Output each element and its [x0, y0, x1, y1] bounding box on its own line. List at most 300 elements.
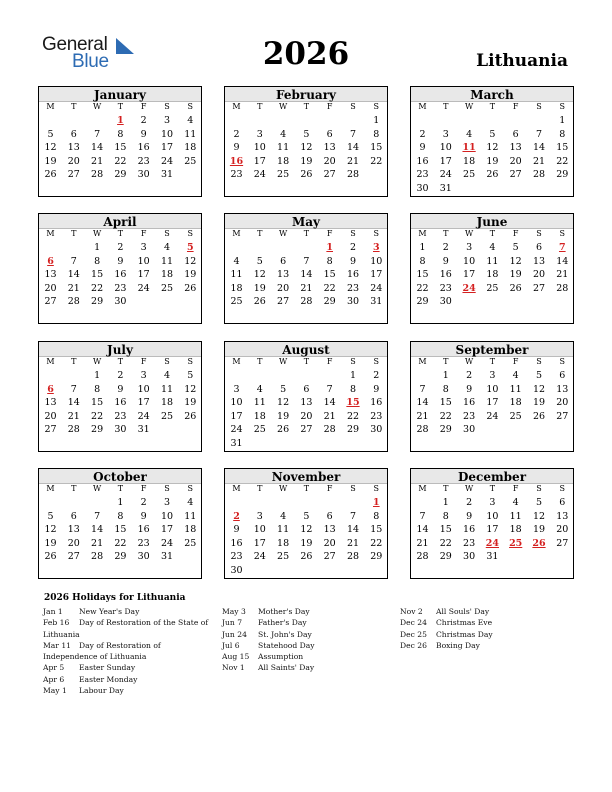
calendar-day: 10: [160, 128, 174, 140]
calendar-day: 28: [67, 296, 80, 308]
holiday-entry-date: Feb 16: [43, 618, 70, 628]
holiday-entry-date: Apr 6: [43, 674, 65, 684]
calendar-day: 7: [419, 510, 426, 522]
week-row: [39, 538, 201, 551]
calendar-day: 12: [509, 255, 522, 267]
calendar-day: 30: [137, 169, 150, 181]
holiday-date: 1: [117, 115, 124, 126]
calendar-day: 12: [532, 510, 546, 522]
calendar-day: 26: [253, 296, 266, 308]
calendar-day: 28: [91, 169, 104, 181]
calendar-day: 11: [486, 255, 499, 267]
weekday-label: M: [232, 102, 241, 111]
weekday-header-row: [411, 229, 573, 240]
calendar-day: 7: [70, 383, 77, 395]
holiday-entry-name: Day of Restoration of the State of Lithuania: [43, 618, 209, 639]
month-april: [38, 213, 202, 324]
calendar-day: 16: [463, 524, 476, 536]
calendar-day: 13: [556, 383, 569, 395]
calendar-day: 11: [509, 510, 522, 522]
holiday-entry: [43, 674, 215, 685]
calendar-day: 1: [349, 370, 357, 381]
weekday-label: S: [350, 229, 356, 238]
calendar-day: 20: [509, 155, 522, 167]
calendar-day: 19: [277, 410, 290, 422]
holidays-column: [222, 606, 387, 674]
logo-text-general: General: [42, 34, 108, 55]
weekday-label: S: [536, 484, 542, 493]
calendar-day: 23: [114, 282, 127, 294]
week-row: [39, 142, 201, 155]
weekday-label: W: [464, 102, 474, 111]
weekday-label: W: [278, 484, 288, 493]
calendar-day: 6: [559, 497, 566, 508]
weekday-label: F: [326, 484, 333, 493]
month-name: February: [275, 88, 336, 102]
holiday-entry-name: All Souls' Day: [436, 607, 490, 616]
weekday-label: S: [536, 357, 542, 366]
week-row: [39, 384, 201, 397]
weekday-label: T: [443, 102, 449, 111]
holiday-entry-date: May 1: [43, 686, 67, 696]
holiday-entry-date: Dec 25: [400, 629, 427, 639]
calendar-day: 10: [463, 255, 476, 267]
weekday-label: M: [418, 357, 427, 366]
week-row: [411, 384, 573, 397]
calendar-day: 8: [117, 128, 124, 140]
calendar-day: 24: [370, 282, 383, 294]
calendar-day: 19: [184, 397, 197, 409]
calendar-day: 30: [230, 565, 243, 576]
calendar-day: 8: [373, 128, 380, 140]
calendar-day: 4: [163, 370, 171, 381]
calendar-day: 21: [346, 537, 360, 549]
calendar-day: 17: [486, 397, 499, 409]
calendar-day: 22: [114, 537, 127, 549]
calendar-day: 21: [91, 537, 104, 549]
weekday-label: S: [164, 484, 170, 493]
calendar-day: 8: [117, 510, 124, 522]
weekday-label: F: [512, 357, 519, 366]
week-row: [411, 283, 573, 296]
calendar-day: 21: [323, 410, 336, 422]
calendar-day: 25: [184, 537, 197, 549]
month-name: March: [470, 88, 514, 102]
weekday-label: S: [187, 484, 194, 493]
calendar-day: 20: [532, 269, 546, 281]
calendar-day: 17: [253, 155, 266, 167]
calendar-day: 23: [230, 169, 243, 181]
calendar-day: 27: [67, 551, 80, 563]
calendar-day: 12: [277, 397, 290, 409]
calendar-day: 16: [370, 397, 383, 409]
calendar-day: 21: [346, 155, 360, 167]
calendar-day: 20: [44, 410, 57, 422]
calendar-day: 30: [137, 551, 150, 563]
week-row: [39, 424, 201, 437]
calendar-day: 31: [230, 438, 243, 449]
calendar-day: 10: [160, 510, 174, 522]
calendar-day: 23: [346, 282, 360, 294]
weekday-label: W: [92, 357, 102, 366]
weekday-header-row: [225, 229, 387, 240]
weekday-header-row: [39, 102, 201, 113]
calendar-day: 22: [439, 537, 452, 549]
calendar-day: 29: [556, 169, 569, 181]
holiday-date: 5: [186, 242, 194, 253]
calendar-day: 31: [160, 551, 174, 563]
weekday-label: M: [46, 229, 55, 238]
weekday-label: T: [303, 102, 310, 111]
calendar-day: 14: [346, 524, 360, 536]
holiday-entry-name: New Year's Day: [79, 607, 140, 616]
calendar-day: 10: [253, 524, 266, 536]
calendar-day: 17: [253, 537, 266, 549]
calendar-day: 5: [47, 128, 54, 140]
calendar-day: 7: [326, 383, 333, 395]
calendar-day: 2: [117, 242, 124, 253]
calendar-day: 28: [346, 551, 360, 563]
calendar-day: 8: [94, 383, 101, 395]
calendar-day: 3: [233, 383, 240, 395]
calendar-day: 2: [466, 497, 473, 508]
calendar-day: 18: [184, 524, 197, 536]
week-row: [411, 411, 573, 424]
week-row: [411, 183, 573, 196]
weekday-label: W: [464, 484, 474, 493]
country-name: Lithuania: [476, 51, 568, 71]
weekday-label: T: [443, 484, 449, 493]
calendar-day: 24: [439, 169, 452, 181]
calendar-day: 7: [535, 128, 543, 140]
calendar-day: 22: [323, 282, 336, 294]
calendar-day: 26: [509, 282, 522, 294]
calendar-day: 21: [416, 410, 429, 422]
calendar-day: 10: [486, 510, 499, 522]
week-row: [225, 283, 387, 296]
calendar-day: 19: [253, 282, 266, 294]
calendar-day: 11: [160, 255, 174, 267]
weekday-label: S: [373, 484, 380, 493]
calendar-day: 9: [233, 524, 240, 536]
calendar-day: 22: [439, 410, 452, 422]
calendar-day: 20: [67, 155, 80, 167]
calendar-day: 12: [300, 524, 313, 536]
holiday-entry: [43, 685, 215, 696]
calendar-day: 17: [370, 269, 383, 281]
weekday-label: T: [303, 484, 310, 493]
calendar-day: 23: [463, 537, 476, 549]
calendar-day: 7: [94, 128, 101, 140]
calendar-day: 18: [160, 269, 174, 281]
calendar-day: 20: [67, 537, 80, 549]
calendar-day: 8: [442, 383, 449, 395]
calendar-day: 3: [256, 128, 263, 140]
calendar-day: 14: [323, 397, 336, 409]
weekday-label: T: [489, 229, 496, 238]
calendar-day: 3: [163, 115, 171, 126]
calendar-day: 11: [160, 383, 174, 395]
calendar-day: 31: [486, 551, 499, 563]
week-row: [39, 551, 201, 564]
calendar-day: 22: [114, 155, 127, 167]
month-name: August: [282, 343, 330, 357]
week-row: [411, 169, 573, 182]
calendar-day: 24: [486, 410, 499, 422]
weekday-label: T: [71, 102, 77, 111]
calendar-day: 5: [303, 128, 310, 140]
calendar-day: 28: [323, 424, 336, 436]
calendar-day: 17: [160, 142, 174, 154]
calendar-day: 24: [137, 282, 150, 294]
calendar-day: 13: [300, 397, 313, 409]
holiday-date: 1: [326, 242, 333, 253]
weekday-label: F: [512, 484, 519, 493]
calendar-day: 15: [556, 142, 569, 154]
weekday-label: T: [117, 102, 124, 111]
holiday-entry: [222, 606, 387, 617]
holiday-entry-date: Jun 24: [222, 629, 247, 639]
calendar-day: 15: [416, 269, 429, 281]
holiday-date: 1: [372, 497, 380, 508]
holiday-entry-name: Boxing Day: [436, 640, 480, 650]
holiday-entry: [43, 662, 215, 673]
calendar-day: 14: [91, 524, 104, 536]
calendar-day: 25: [160, 410, 174, 422]
week-row: [225, 296, 387, 309]
holiday-date: 15: [346, 397, 360, 409]
holiday-entry-name: Easter Sunday: [79, 663, 136, 673]
calendar-day: 13: [277, 269, 290, 281]
month-march: [410, 86, 574, 197]
holiday-date: 11: [462, 142, 476, 154]
week-row: [225, 384, 387, 397]
calendar-day: 3: [163, 497, 171, 508]
weekday-label: S: [536, 229, 542, 238]
weekday-label: S: [373, 229, 380, 238]
month-name: September: [455, 343, 529, 357]
week-row: [411, 397, 573, 410]
weekday-label: S: [536, 102, 542, 111]
calendar-day: 23: [463, 410, 476, 422]
week-row: [225, 242, 387, 255]
calendar-day: 28: [416, 424, 429, 436]
weekday-label: T: [71, 357, 77, 366]
holiday-entry-name: Christmas Eve: [436, 618, 493, 628]
weekday-label: T: [257, 229, 263, 238]
weekday-label: T: [303, 229, 310, 238]
calendar-day: 1: [419, 242, 426, 253]
calendar-day: 14: [416, 397, 429, 409]
calendar-day: 1: [373, 115, 380, 126]
calendar-day: 9: [233, 142, 240, 154]
calendar-day: 16: [463, 397, 476, 409]
calendar-day: 17: [137, 397, 150, 409]
month-august: [224, 341, 388, 452]
calendar-day: 21: [556, 269, 569, 281]
calendar-day: 26: [44, 169, 57, 181]
calendar-day: 1: [94, 242, 101, 253]
holiday-entry: [400, 617, 565, 628]
calendar-day: 3: [489, 370, 496, 381]
calendar-day: 8: [559, 128, 566, 140]
calendar-day: 13: [44, 397, 57, 409]
weekday-label: S: [164, 102, 170, 111]
calendar-day: 26: [300, 169, 313, 181]
calendar-day: 6: [70, 510, 77, 522]
weekday-label: W: [278, 229, 288, 238]
week-row: [411, 256, 573, 269]
calendar-day: 2: [117, 370, 124, 381]
holiday-entry-name: All Saints' Day: [258, 663, 315, 673]
week-row: [225, 256, 387, 269]
week-row: [411, 424, 573, 437]
calendar-day: 24: [230, 424, 243, 436]
calendar-day: 26: [277, 424, 290, 436]
calendar-day: 15: [91, 269, 104, 281]
calendar-day: 19: [509, 269, 522, 281]
calendar-day: 20: [277, 282, 290, 294]
week-row: [411, 115, 573, 128]
calendar-day: 19: [44, 537, 57, 549]
calendar-day: 1: [442, 370, 449, 381]
weekday-label: S: [559, 484, 566, 493]
calendar-day: 25: [253, 424, 266, 436]
holiday-entry-date: May 3: [222, 607, 246, 616]
calendar-day: 10: [137, 255, 150, 267]
calendar-day: 10: [253, 142, 266, 154]
calendar-day: 5: [512, 242, 519, 253]
calendar-day: 9: [466, 510, 473, 522]
calendar-day: 29: [370, 551, 383, 563]
weekday-label: S: [164, 357, 170, 366]
week-row: [225, 497, 387, 510]
weekday-label: T: [489, 357, 496, 366]
calendar-day: 2: [140, 115, 147, 126]
calendar-day: 8: [349, 383, 357, 395]
calendar-day: 27: [44, 424, 57, 436]
week-row: [39, 242, 201, 255]
month-june: [410, 213, 574, 324]
calendar-day: 27: [556, 537, 569, 549]
calendar-day: 16: [439, 269, 452, 281]
calendar-day: 1: [442, 497, 449, 508]
calendar-day: 2: [233, 128, 240, 140]
calendar-day: 13: [532, 255, 546, 267]
calendar-day: 10: [439, 142, 452, 154]
calendar-day: 25: [463, 169, 476, 181]
calendar-day: 13: [323, 142, 336, 154]
weekday-label: T: [443, 229, 449, 238]
calendar-day: 23: [114, 410, 127, 422]
calendar-day: 4: [489, 242, 496, 253]
holiday-entry: [222, 629, 387, 640]
calendar-day: 30: [439, 296, 452, 308]
calendar-day: 2: [373, 370, 380, 381]
holiday-date: 6: [47, 255, 54, 267]
calendar-day: 7: [349, 128, 357, 140]
week-row: [39, 524, 201, 537]
calendar-day: 18: [486, 269, 499, 281]
calendar-day: 19: [532, 397, 546, 409]
calendar-day: 2: [442, 242, 449, 253]
week-row: [39, 283, 201, 296]
calendar-day: 25: [160, 282, 174, 294]
month-december: [410, 468, 574, 579]
week-row: [411, 538, 573, 551]
calendar-day: 16: [346, 269, 360, 281]
calendar-day: 28: [300, 296, 313, 308]
calendar-day: 24: [160, 155, 174, 167]
month-name: July: [107, 343, 133, 357]
calendar-day: 15: [439, 524, 452, 536]
calendar-day: 14: [416, 524, 429, 536]
weekday-label: W: [464, 229, 474, 238]
weekday-label: S: [559, 229, 566, 238]
holiday-date: 25: [509, 537, 523, 549]
week-row: [225, 129, 387, 142]
weekday-label: S: [373, 357, 380, 366]
calendar-day: 6: [559, 370, 566, 381]
week-row: [411, 551, 573, 564]
weekday-label: S: [559, 357, 566, 366]
calendar-day: 17: [160, 524, 174, 536]
month-september: [410, 341, 574, 452]
calendar-day: 25: [486, 282, 499, 294]
holiday-entry-name: Easter Monday: [79, 674, 138, 684]
weekday-label: W: [92, 229, 102, 238]
calendar-day: 9: [117, 383, 124, 395]
calendar-day: 6: [512, 128, 519, 140]
calendar-day: 29: [91, 424, 104, 436]
weekday-label: M: [232, 229, 241, 238]
weekday-label: M: [46, 357, 55, 366]
calendar-day: 4: [233, 255, 240, 267]
month-january: [38, 86, 202, 197]
weekday-label: T: [303, 357, 310, 366]
calendar-day: 22: [91, 410, 104, 422]
week-row: [411, 156, 573, 169]
calendar-day: 13: [323, 524, 336, 536]
calendar-day: 29: [114, 169, 127, 181]
calendar-day: 31: [137, 424, 150, 436]
calendar-day: 17: [486, 524, 499, 536]
calendar-day: 18: [160, 397, 174, 409]
weekday-label: T: [257, 484, 263, 493]
week-row: [225, 269, 387, 282]
calendar-day: 21: [91, 155, 104, 167]
weekday-label: W: [278, 102, 288, 111]
weekday-label: T: [117, 229, 124, 238]
holiday-entry-name: Mother's Day: [258, 607, 310, 616]
calendar-day: 7: [94, 510, 101, 522]
calendar-day: 30: [463, 551, 476, 563]
calendar-day: 27: [300, 424, 313, 436]
calendar-day: 5: [535, 370, 543, 381]
weekday-label: M: [418, 229, 427, 238]
calendar-day: 26: [44, 551, 57, 563]
weekday-header-row: [39, 357, 201, 368]
calendar-day: 26: [184, 410, 197, 422]
calendar-day: 27: [556, 410, 569, 422]
calendar-day: 29: [439, 551, 452, 563]
calendar-day: 5: [535, 497, 543, 508]
weekday-label: S: [350, 357, 356, 366]
calendar-day: 2: [466, 370, 473, 381]
weekday-label: T: [117, 357, 124, 366]
calendar-day: 20: [556, 397, 569, 409]
holiday-entry: [400, 640, 565, 651]
